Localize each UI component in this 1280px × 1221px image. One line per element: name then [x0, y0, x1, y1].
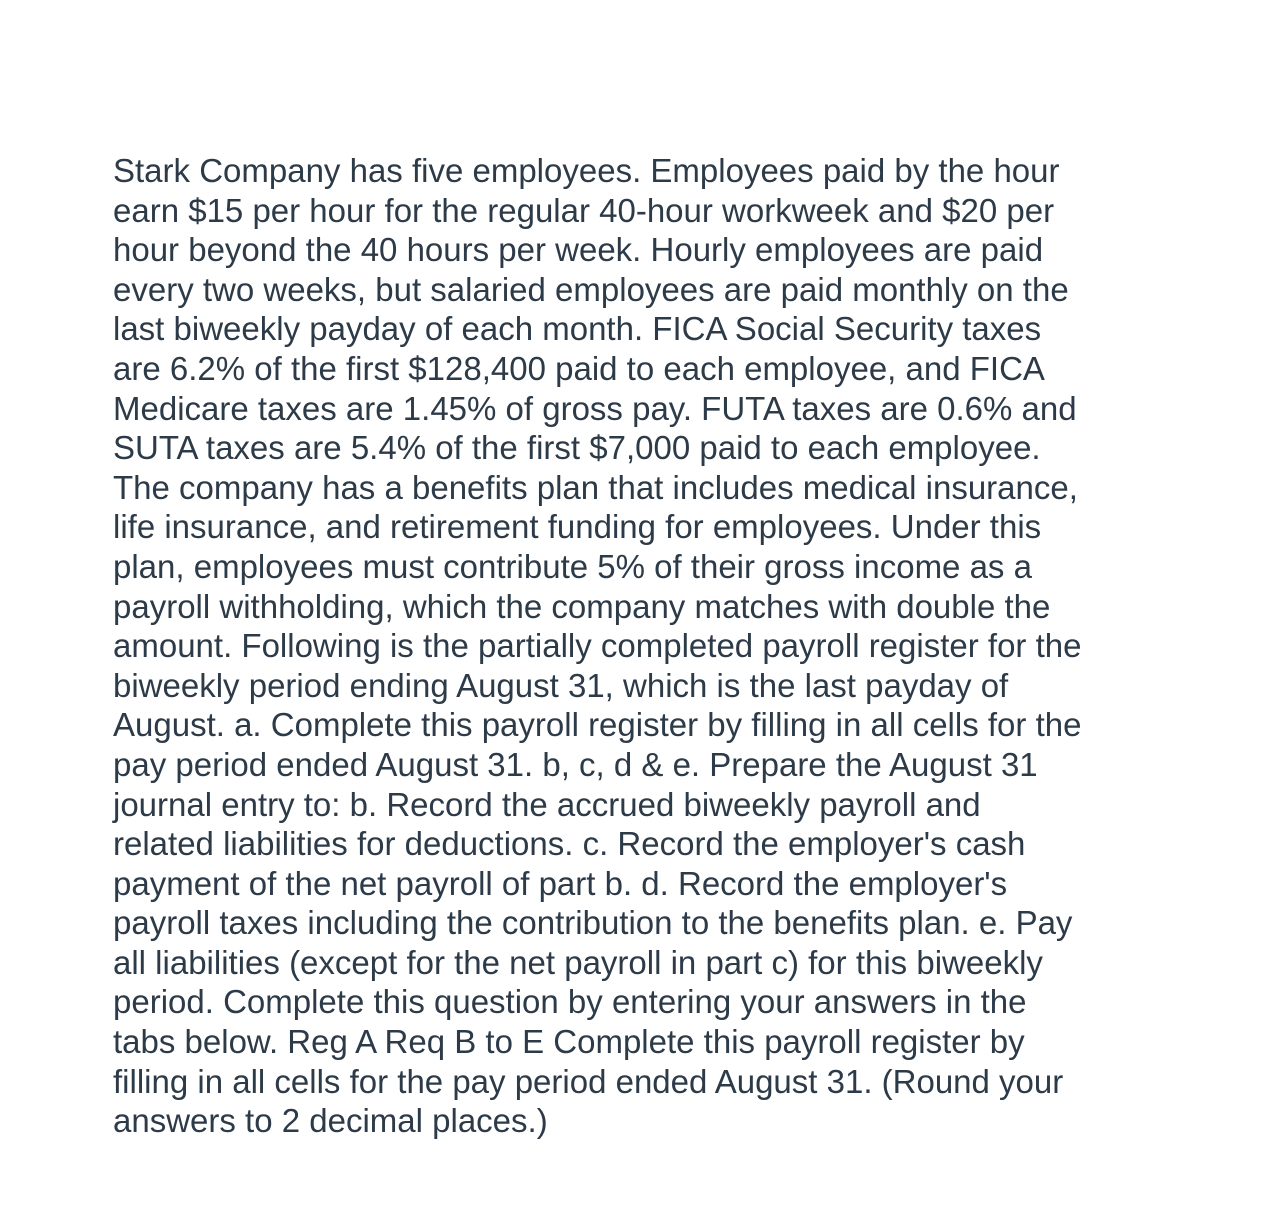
document-page [113, 151, 1088, 1141]
question-text: Stark Company has five employees. Employees paid by the hour earn $15 per hour for the regular 40-hour workweek and $20 per hour beyond the 40 hours per week. Hourly employees are paid every two weeks, but salaried employees are paid monthly on the last biweekly payday of each month. FICA Social Security taxes are 6.2% of the first $128,400 paid to each employee, and FICA Medicare taxes are 1.45% of gross pay. FUTA taxes are 0.6% and SUTA taxes are 5.4% of the first $7,000 paid to each employee. The company has a benefits plan that includes medical insurance, life insurance, and retirement funding for employees. Under this plan, employees must contribute 5% of their gross income as a payroll withholding, which the company matches with double the amount. Following is the partially completed payroll register for the biweekly period ending August 31, which is the last payday of August. a. Complete this payroll register by filling in all cells for the pay period ended August 31. b, c, d & e. Prepare the August 31 journal entry to: b. Record the accrued biweekly payroll and related liabilities for deductions. c. Record the employer's cash payment of the net payroll of part b. d. Record the employer's payroll taxes including the contribution to the benefits plan. e. Pay all liabilities (except for the net payroll in part c) for this biweekly period. Complete this question by entering your answers in the tabs below. Reg A Req B to E Complete this payroll register by filling in all cells for the pay period ended August 31. (Round your answers to 2 decimal places.) [113, 152, 1082, 1140]
